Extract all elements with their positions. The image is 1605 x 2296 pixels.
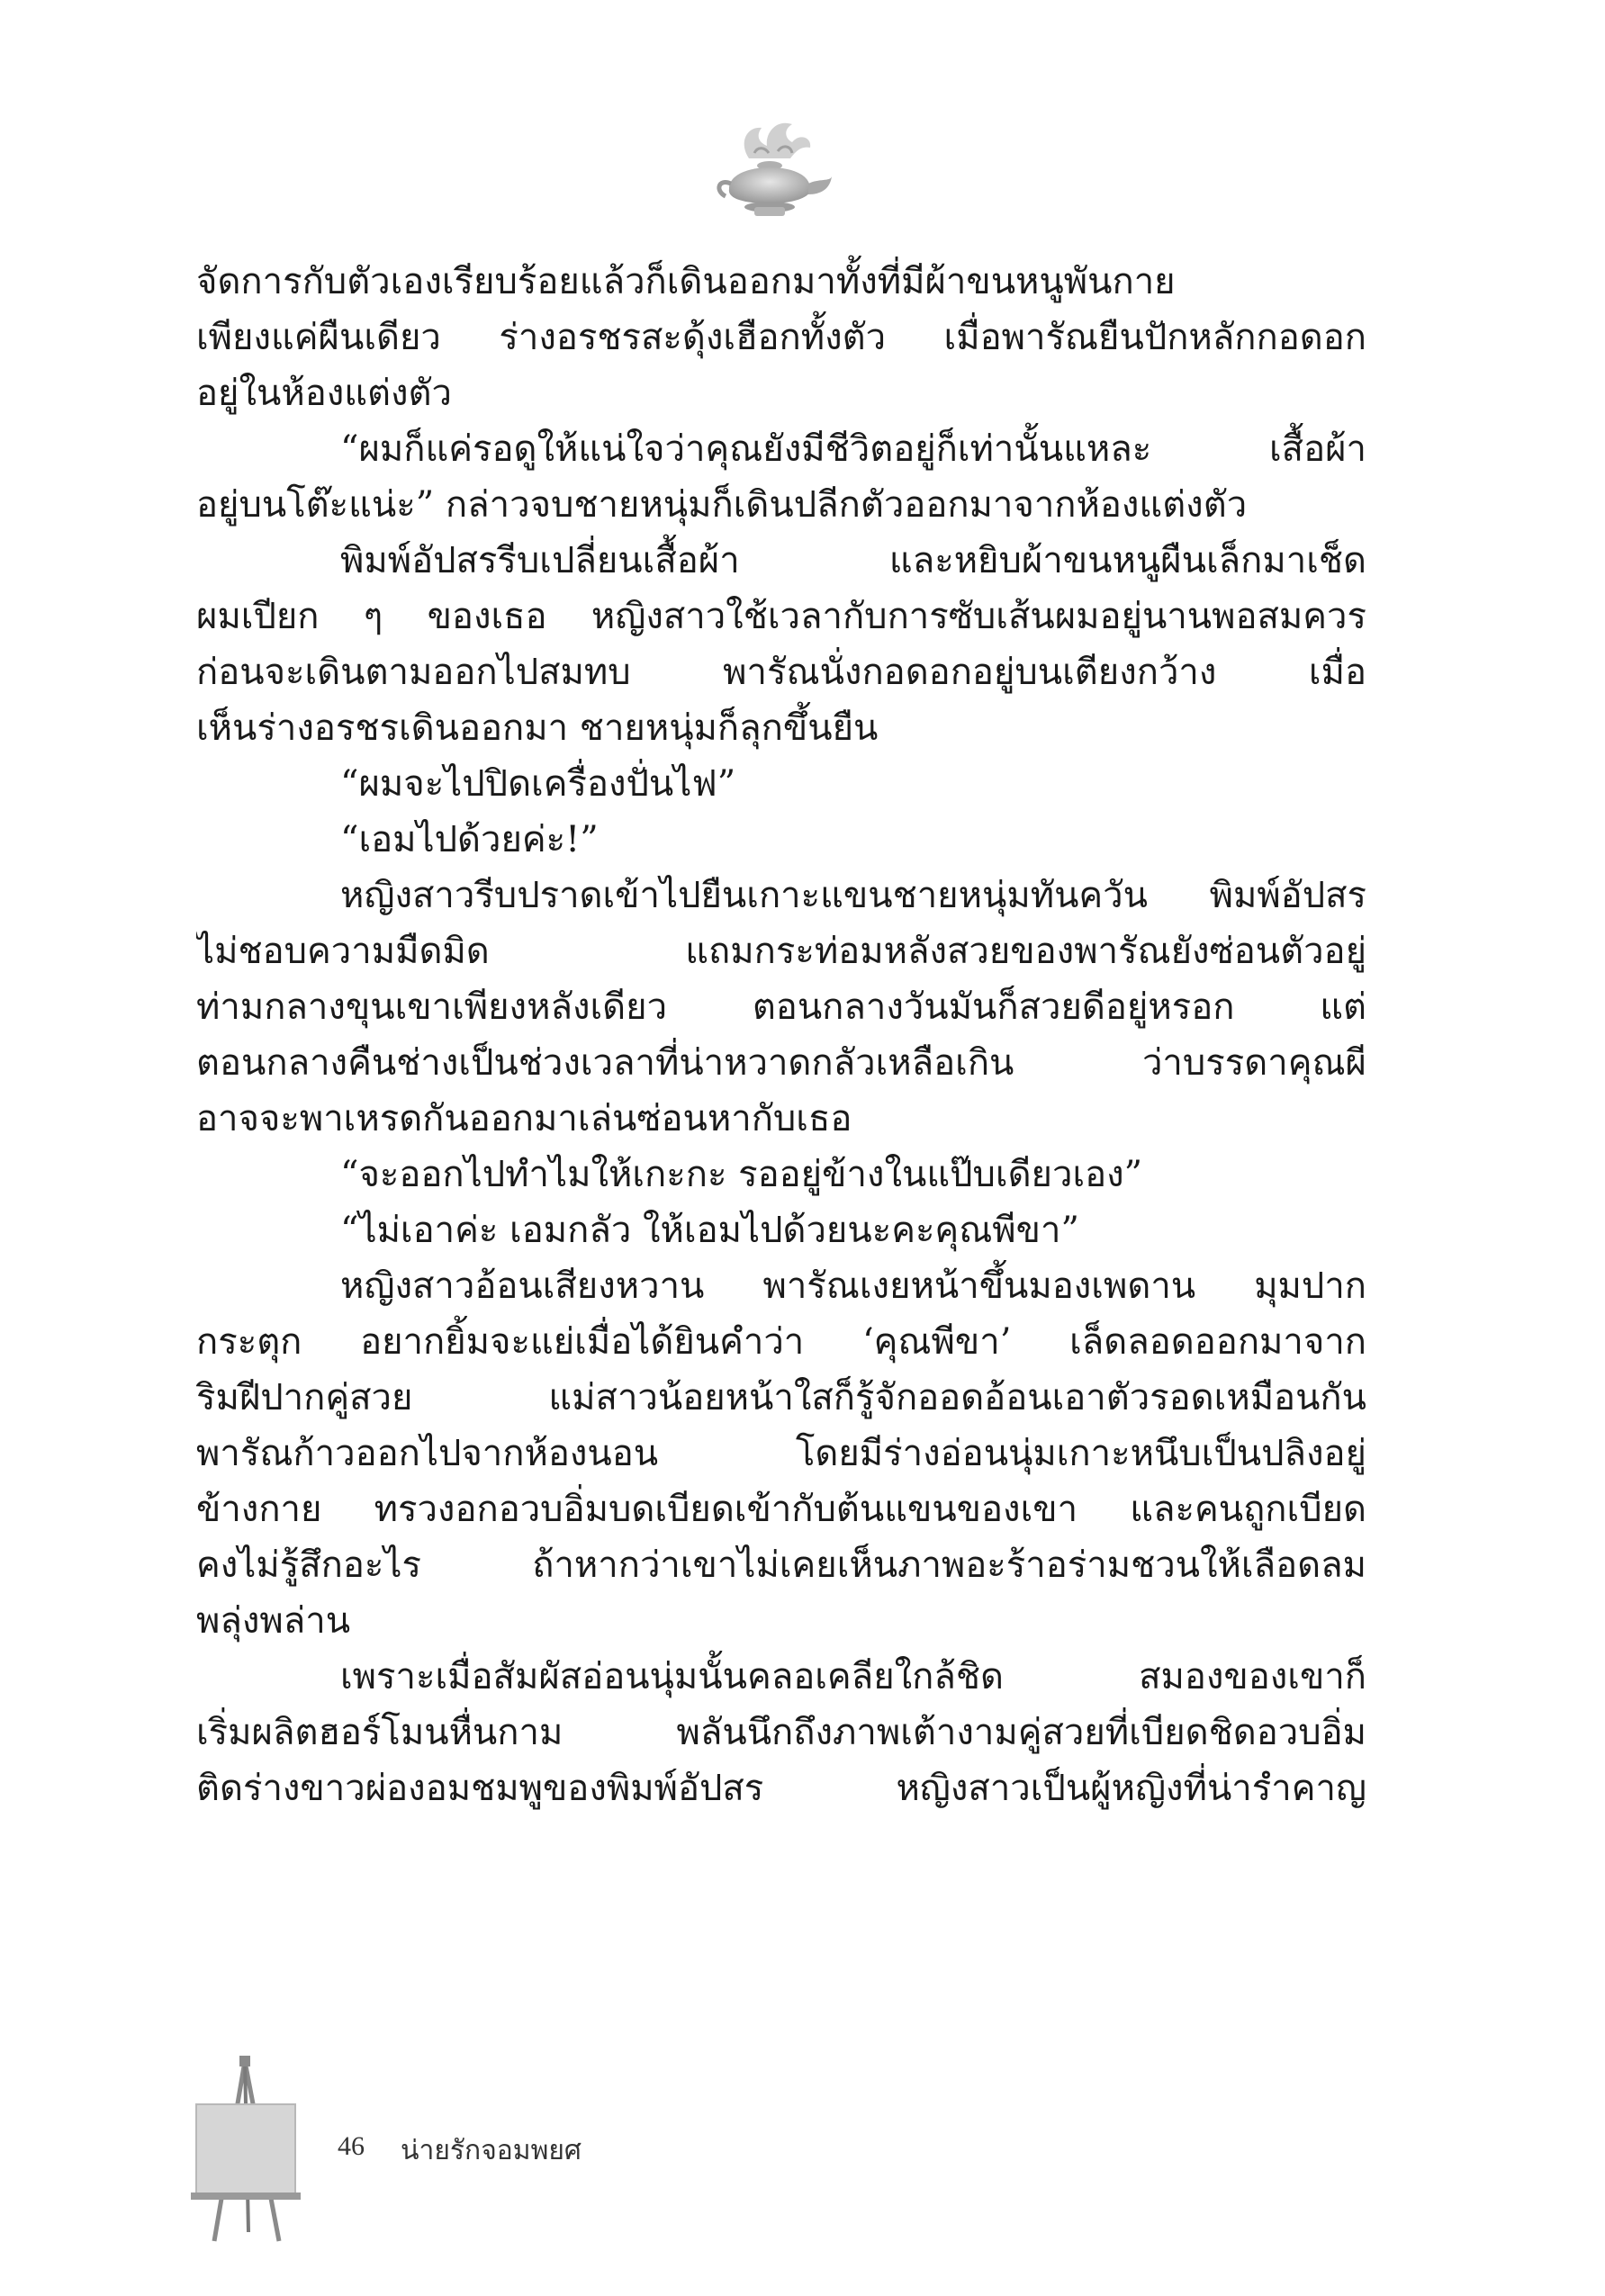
text-line: กระตุก อยากยิ้มจะแย่เมื่อได้ยินคำว่า ‘คุณพีขา’ เล็ดลอดออกมาจาก <box>196 1321 1366 1363</box>
text-line: “ผมจะไปปิดเครื่องปั่นไฟ” <box>340 763 736 805</box>
text-line: ผมเปียก ๆ ของเธอ หญิงสาวใช้เวลากับการซับเส้นผมอยู่นานพอสมควร <box>196 596 1366 637</box>
paragraph <box>196 254 1366 421</box>
text-line: อาจจะพาเหรดกันออกมาเล่นซ่อนหากับเธอ <box>196 1098 852 1139</box>
text-line: “ไม่เอาค่ะ เอมกลัว ให้เอมไปด้วยนะคะคุณพีขา” <box>340 1210 1079 1251</box>
text-line: เพราะเมื่อสัมผัสอ่อนนุ่มนั้นคลอเคลียใกล้ชิด สมองของเขาก็ <box>340 1656 1366 1697</box>
text-line: หญิงสาวรีบปราดเข้าไปยืนเกาะแขนชายหนุ่มทันควัน พิมพ์อัปสร <box>340 875 1366 916</box>
text-line: อยู่ในห้องแต่งตัว <box>196 373 452 414</box>
text-line: อยู่บนโต๊ะแน่ะ” กล่าวจบชายหนุ่มก็เดินปลีกตัวออกมาจากห้องแต่งตัว <box>196 484 1248 526</box>
text-line: “ผมก็แค่รอดูให้แน่ใจว่าคุณยังมีชีวิตอยู่ก็เท่านั้นแหละ เสื้อผ้า <box>340 428 1366 470</box>
text-line: หญิงสาวอ้อนเสียงหวาน พารัณเงยหน้าขึ้นมองเพดาน มุมปาก <box>340 1265 1366 1307</box>
body-text <box>196 254 1366 1816</box>
text-line: พลุ่งพล่าน <box>196 1600 351 1642</box>
text-line: ริมฝีปากคู่สวย แม่สาวน้อยหน้าใสก็รู้จักออดอ้อนเอาตัวรอดเหมือนกัน <box>196 1377 1366 1418</box>
text-line: ก่อนจะเดินตามออกไปสมทบ พารัณนั่งกอดอกอยู่บนเตียงกว้าง เมื่อ <box>196 652 1366 693</box>
text-line: จัดการกับตัวเองเรียบร้อยแล้วก็เดินออกมาทั้งที่มีผ้าขนหนูพันกาย <box>196 261 1176 302</box>
text-line: ข้างกาย ทรวงอกอวบอิ่มบดเบียดเข้ากับต้นแขนของเขา และคนถูกเบียด <box>196 1489 1366 1530</box>
text-line: เริ่มผลิตฮอร์โมนหื่นกาม พลันนึกถึงภาพเต้างามคู่สวยที่เบียดชิดอวบอิ่ม <box>196 1712 1366 1753</box>
genie-lamp-icon <box>702 106 837 241</box>
paragraph <box>196 421 1366 533</box>
text-line: ตอนกลางคืนช่างเป็นช่วงเวลาที่น่าหวาดกลัวเหลือเกิน ว่าบรรดาคุณผี <box>196 1042 1366 1084</box>
page-number: 46 <box>338 2131 365 2161</box>
paragraph <box>196 756 1366 812</box>
book-title: น่ายรักจอมพยศ <box>401 2135 582 2166</box>
text-line: “จะออกไปทำไมให้เกะกะ รออยู่ข้างในแป๊บเดียวเอง” <box>340 1154 1143 1195</box>
text-line: ไม่ชอบความมืดมิด แถมกระท่อมหลังสวยของพารัณยังซ่อนตัวอยู่ <box>196 931 1366 972</box>
paragraph <box>196 1258 1366 1649</box>
text-line: ติดร่างขาวผ่องอมชมพูของพิมพ์อัปสร หญิงสาวเป็นผู้หญิงที่น่ารำคาญ <box>196 1768 1366 1809</box>
text-line: “เอมไปด้วยค่ะ!” <box>340 819 599 860</box>
paragraph <box>196 1202 1366 1258</box>
text-line: พิมพ์อัปสรรีบเปลี่ยนเสื้อผ้า และหยิบผ้าขนหนูผืนเล็กมาเช็ด <box>340 540 1366 581</box>
paragraph <box>196 868 1366 1147</box>
text-line: ท่ามกลางขุนเขาเพียงหลังเดียว ตอนกลางวันมันก็สวยดีอยู่หรอก แต่ <box>196 986 1366 1028</box>
page-footer <box>189 2052 639 2250</box>
easel-icon <box>189 2052 324 2250</box>
text-line: พารัณก้าวออกไปจากห้องนอน โดยมีร่างอ่อนนุ่มเกาะหนึบเป็นปลิงอยู่ <box>196 1433 1366 1474</box>
paragraph <box>196 533 1366 756</box>
paragraph <box>196 1147 1366 1202</box>
paragraph <box>196 1649 1366 1816</box>
text-line: เพียงแค่ผืนเดียว ร่างอรชรสะดุ้งเฮือกทั้งตัว เมื่อพารัณยืนปักหลักกอดอก <box>196 317 1366 358</box>
text-line: คงไม่รู้สึกอะไร ถ้าหากว่าเขาไม่เคยเห็นภาพอะร้าอร่ามชวนให้เลือดลม <box>196 1544 1366 1586</box>
paragraph <box>196 812 1366 868</box>
text-line: เห็นร่างอรชรเดินออกมา ชายหนุ่มก็ลุกขึ้นยืน <box>196 707 879 749</box>
